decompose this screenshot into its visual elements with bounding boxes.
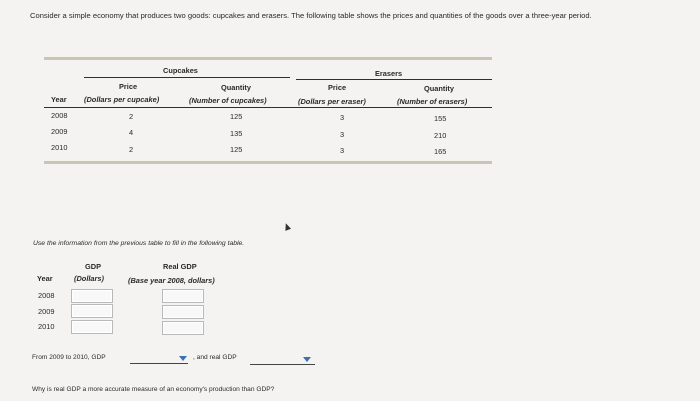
row-year: 2008 (51, 111, 68, 120)
col-header-gdp: GDP (85, 262, 102, 271)
eraser-quantity-cell: 165 (434, 147, 447, 156)
intro-text: Consider a simple economy that produces two goods: cupcakes and erasers. The following table shows the prices and quantities of the goods over a three-year period. (30, 11, 592, 20)
eraser-quantity-cell: 155 (434, 114, 447, 123)
col-header-cupcake-quantity: Quantity (221, 83, 251, 92)
row-year: 2009 (38, 307, 55, 316)
table-top-rule (44, 57, 492, 60)
real-gdp-change-blank[interactable] (250, 364, 315, 365)
real-gdp-input-2010[interactable] (162, 321, 204, 335)
gdp-change-blank[interactable] (130, 363, 188, 364)
col-unit-eraser-price: (Dollars per eraser) (298, 97, 366, 106)
row-year: 2009 (51, 127, 68, 136)
cupcake-price-cell: 4 (129, 128, 134, 137)
col-unit-cupcake-price: (Dollars per cupcake) (84, 95, 160, 104)
instruction-text: Use the information from the previous table to fill in the following table. (33, 240, 245, 247)
real-gdp-input-2008[interactable] (162, 289, 204, 303)
eraser-price-cell: 3 (340, 113, 345, 122)
col-unit-cupcake-quantity: (Number of cupcakes) (189, 96, 267, 105)
gdp-input-2010[interactable] (71, 320, 113, 334)
group-rule-erasers (296, 79, 492, 80)
cupcake-quantity-cell: 125 (230, 145, 243, 154)
cupcake-quantity-cell: 135 (230, 129, 243, 138)
eraser-price-cell: 3 (340, 130, 345, 139)
col-header-year-2: Year (37, 274, 53, 283)
row-year: 2010 (51, 143, 68, 152)
col-unit-real-gdp: (Base year 2008, dollars) (128, 276, 215, 285)
group-header-erasers: Erasers (375, 69, 403, 78)
col-header-cupcake-price: Price (119, 82, 138, 91)
table-bottom-rule (44, 161, 492, 164)
row-year: 2008 (38, 291, 55, 300)
real-gdp-input-2009[interactable] (162, 305, 204, 319)
question-text: Why is real GDP a more accurate measure of an economy's production than GDP? (32, 386, 275, 393)
gdp-input-2008[interactable] (71, 289, 113, 303)
real-gdp-change-text: , and real GDP (193, 354, 237, 361)
group-rule-cupcakes (84, 77, 290, 78)
gdp-input-2009[interactable] (71, 304, 113, 318)
group-header-cupcakes: Cupcakes (163, 66, 198, 75)
cupcake-price-cell: 2 (129, 112, 134, 121)
cupcake-quantity-cell: 125 (230, 112, 243, 121)
col-header-eraser-price: Price (328, 83, 347, 92)
eraser-price-cell: 3 (340, 146, 345, 155)
cupcake-price-cell: 2 (129, 145, 134, 154)
eraser-quantity-cell: 210 (434, 131, 447, 140)
chevron-down-icon[interactable] (303, 357, 311, 362)
col-unit-gdp: (Dollars) (74, 274, 104, 283)
col-header-eraser-quantity: Quantity (424, 84, 454, 93)
col-header-real-gdp: Real GDP (163, 262, 197, 271)
col-unit-eraser-quantity: (Number of erasers) (397, 97, 468, 106)
mouse-cursor-icon (283, 222, 291, 231)
chevron-down-icon[interactable] (179, 356, 187, 361)
gdp-change-text: From 2009 to 2010, GDP (32, 354, 106, 361)
row-year: 2010 (38, 322, 55, 331)
header-rule (44, 107, 492, 108)
col-header-year: Year (51, 95, 67, 104)
